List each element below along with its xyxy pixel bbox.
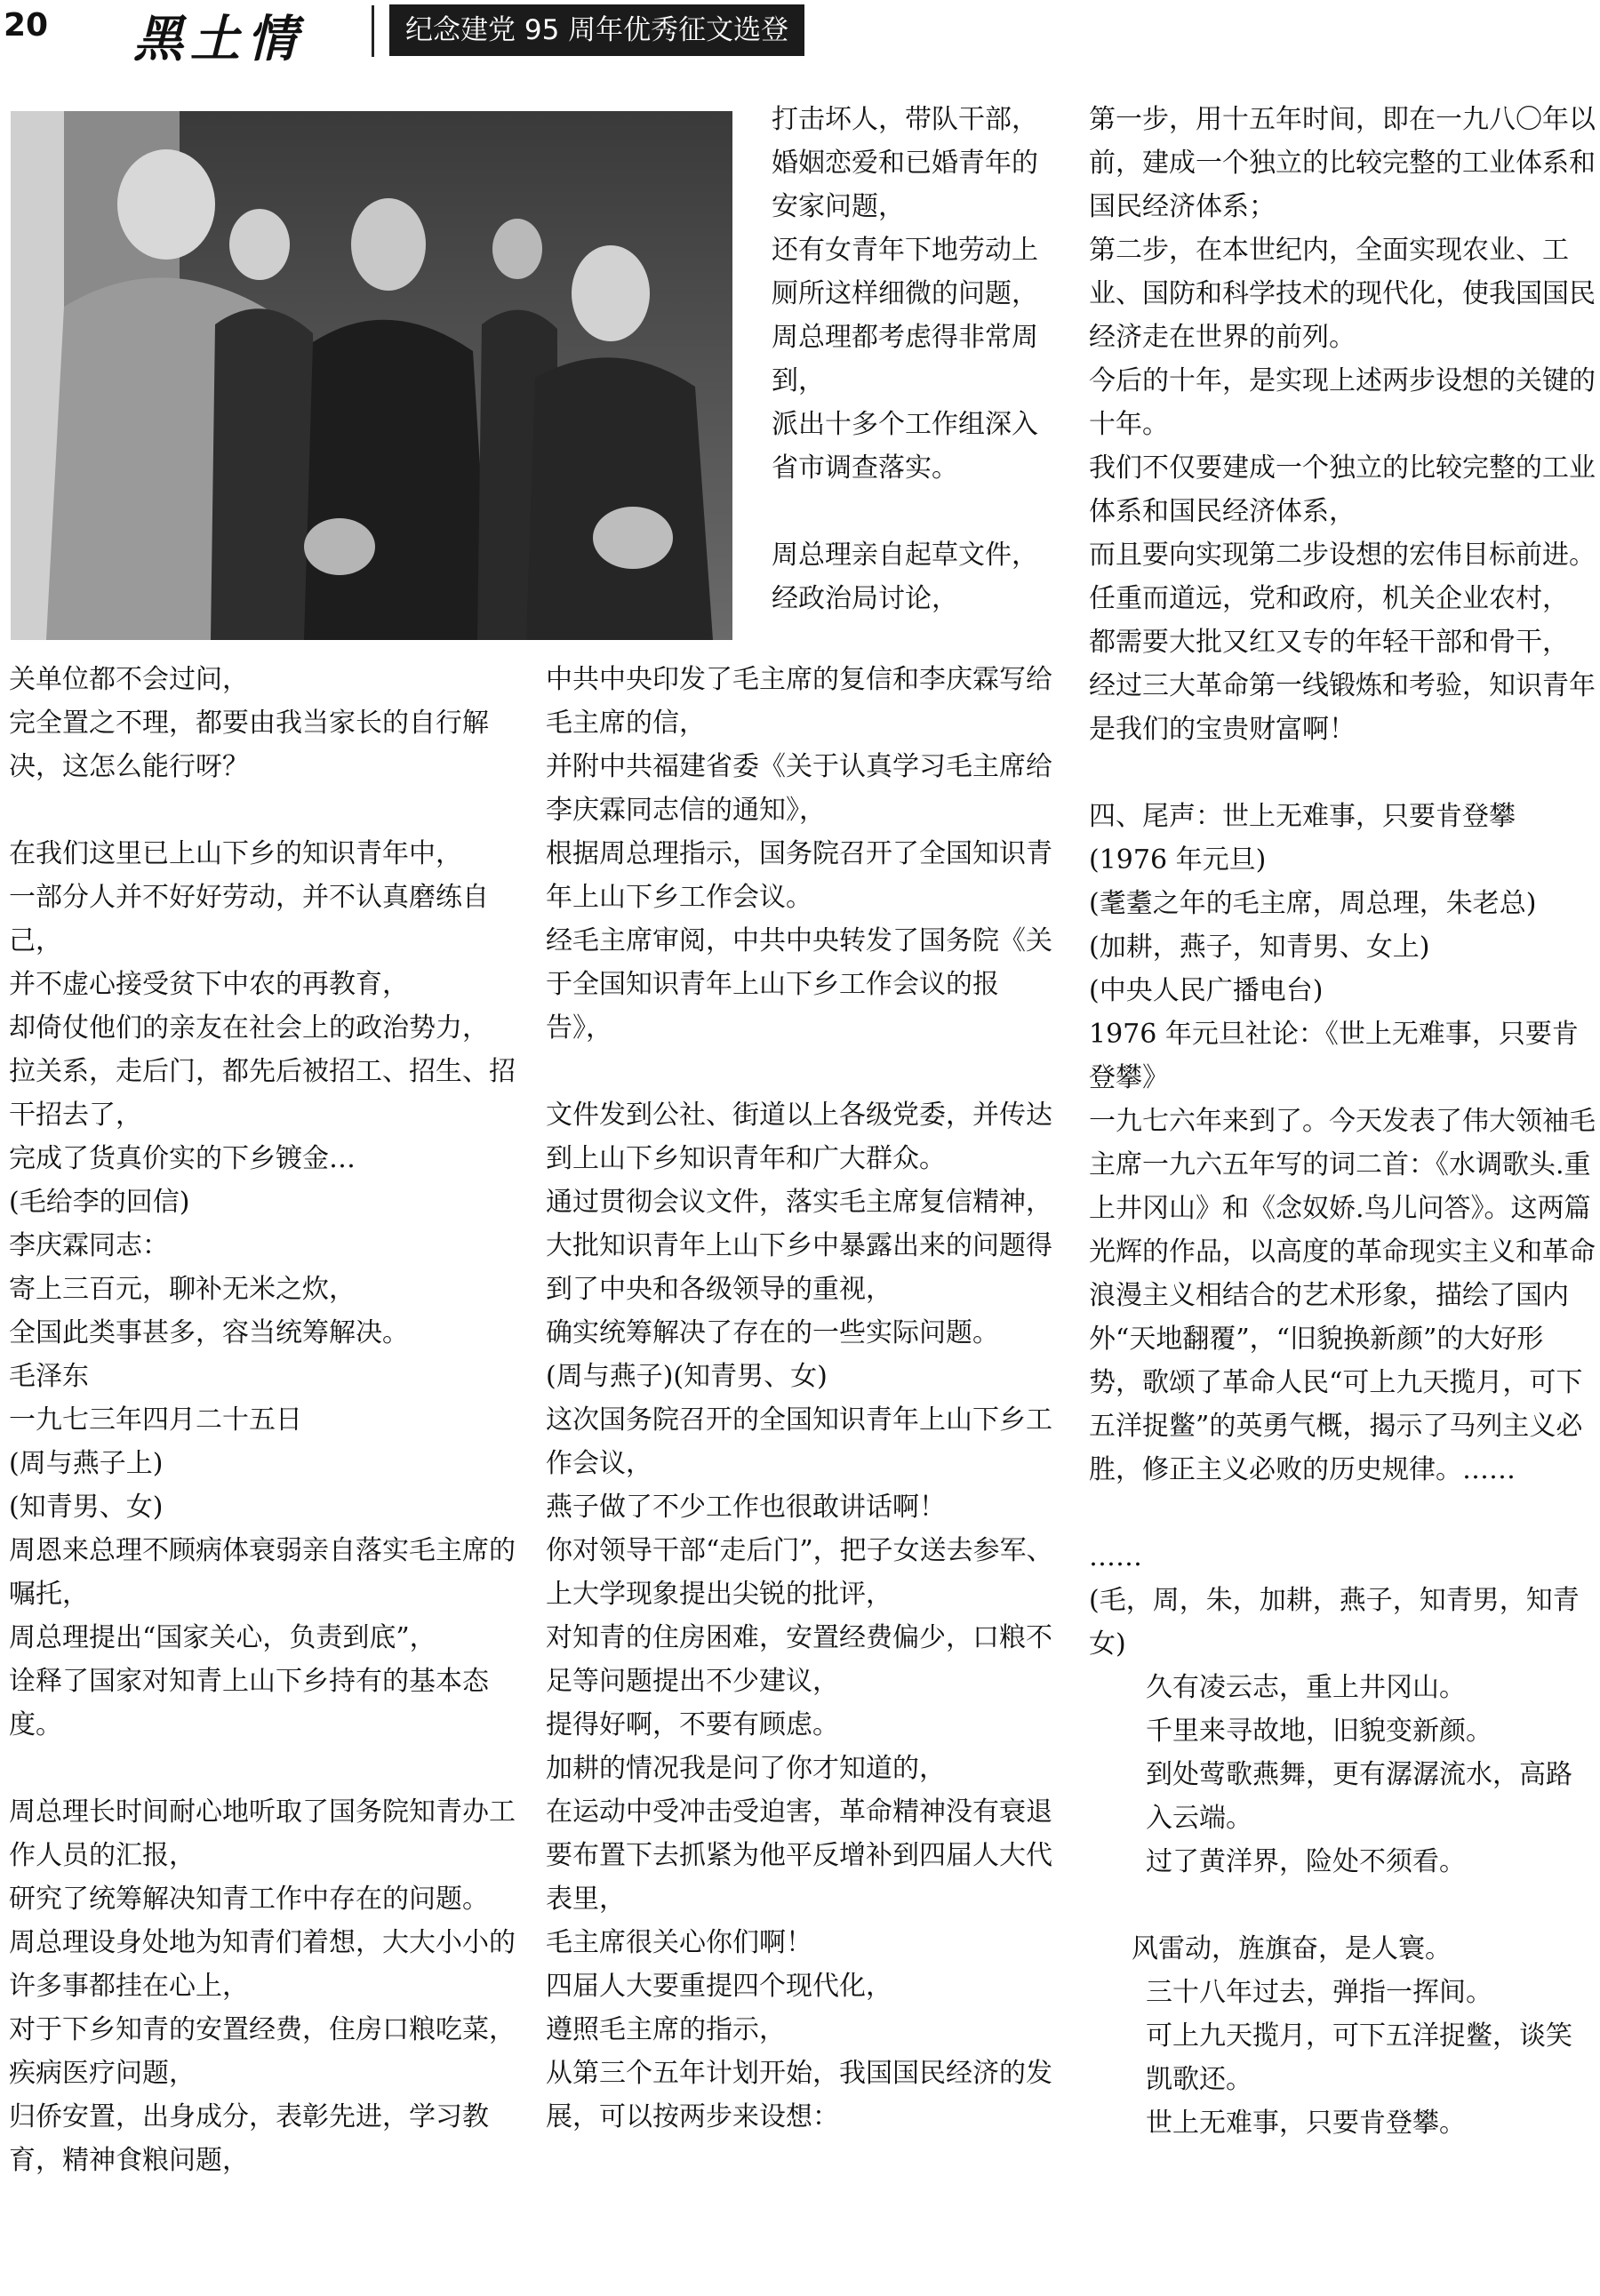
paragraph: 1976 年元旦社论：《世上无难事，只要肯登攀》: [1089, 1019, 1579, 1093]
paragraph: (1976 年元旦): [1089, 844, 1267, 876]
paragraph: 提得好啊，不要有顾虑。: [546, 1709, 839, 1740]
paragraph: 都需要大批又红又专的年轻干部和骨干，: [1089, 627, 1569, 658]
paragraph: 归侨安置，出身成分，表彰先进，学习教育，精神食粮问题，: [9, 2101, 489, 2176]
paragraph: 关单位都不会过问，: [9, 664, 249, 695]
paragraph: 从第三个五年计划开始，我国国民经济的发展，可以按两步来设想：: [546, 2058, 1052, 2132]
paragraph: 遵照毛主席的指示，: [546, 2014, 786, 2045]
paragraph: 周总理都考虑得非常周到，: [772, 322, 1038, 396]
paragraph: 根据周总理指示，国务院召开了全国知识青年上山下乡工作会议。: [546, 838, 1052, 913]
paragraph: (知青男、女): [9, 1492, 164, 1523]
paragraph: 完全置之不理，都要由我当家长的自行解决，这怎么能行呀？: [9, 708, 489, 782]
paragraph: 这次国务院召开的全国知识青年上山下乡工作会议，: [546, 1404, 1052, 1479]
paragraph: 婚姻恋爱和已婚青年的安家问题，: [772, 148, 1038, 222]
paragraph: 对知青的住房困难，安置经费偏少，口粮不足等问题提出不少建议，: [546, 1622, 1052, 1697]
paragraph: 在我们这里已上山下乡的知识青年中，: [9, 838, 462, 869]
paragraph: 并不虚心接受贫下中农的再教育，: [9, 969, 409, 1000]
paragraph: 任重而道远，党和政府，机关企业农村，: [1089, 583, 1569, 614]
poem-line: 可上九天揽月，可下五洋捉鳖，谈笑凯歌还。: [1146, 2020, 1572, 2095]
paragraph: 毛泽东: [9, 1361, 89, 1392]
paragraph: 毛主席很关心你们啊！: [546, 1927, 812, 1958]
magazine-logo: 黑土情: [133, 10, 304, 68]
paragraph: 研究了统筹解决知青工作中存在的问题。: [9, 1884, 489, 1915]
column-2-top: [772, 98, 1058, 620]
paragraph: 一部分人并不好好劳动，并不认真磨练自己，: [9, 882, 489, 956]
paragraph: 周恩来总理不顾病体衰弱亲自落实毛主席的嘱托，: [9, 1535, 516, 1610]
paragraph: (加耕，燕子，知青男、女上): [1089, 932, 1430, 963]
paragraph: ……: [1089, 1541, 1142, 1572]
paragraph: 却倚仗他们的亲友在社会上的政治势力，: [9, 1012, 489, 1044]
archival-group-photo: [11, 111, 732, 640]
poem-line: 过了黄洋界，险处不须看。: [1146, 1846, 1466, 1877]
page-header: [0, 0, 1600, 71]
paragraph: (周与燕子上): [9, 1448, 164, 1479]
paragraph: 你对领导干部“走后门”，把子女送去参军、上大学现象提出尖锐的批评，: [546, 1535, 1053, 1610]
section-heading: 四、尾声：世上无难事，只要肯登攀: [1089, 801, 1516, 832]
paragraph: 而且要向实现第二步设想的宏伟目标前进。: [1089, 540, 1596, 571]
paragraph: 打击坏人，带队干部，: [772, 104, 1038, 135]
paragraph: 李庆霖同志：: [9, 1230, 169, 1261]
paragraph: 周总理设身处地为知青们着想，大大小小的许多事都挂在心上，: [9, 1927, 516, 2002]
poem-line: 久有凌云志，重上井冈山。: [1146, 1672, 1466, 1703]
spacer: [9, 1747, 523, 1790]
paragraph: (毛给李的回信): [9, 1187, 190, 1218]
paragraph: 周总理提出“国家关心，负责到底”，: [9, 1622, 436, 1653]
paragraph: 寄上三百元，聊补无米之炊，: [9, 1274, 356, 1305]
column-2: [546, 658, 1060, 2139]
paragraph: 全国此类事甚多，容当统筹解决。: [9, 1317, 409, 1348]
page-number: 20: [4, 7, 49, 44]
paragraph: 文件发到公社、街道以上各级党委，并传达到上山下乡知识青年和广大群众。: [546, 1100, 1052, 1174]
paragraph: 加耕的情况我是问了你才知道的，: [546, 1753, 946, 1784]
paragraph: (周与燕子)(知青男、女): [546, 1361, 828, 1392]
paragraph: 我们不仅要建成一个独立的比较完整的工业体系和国民经济体系，: [1089, 452, 1596, 527]
paragraph: (耄耋之年的毛主席，周总理，朱老总): [1089, 888, 1537, 919]
paragraph: 今后的十年，是实现上述两步设想的关键的十年。: [1089, 365, 1596, 440]
paragraph: 派出十多个工作组深入省市调查落实。: [772, 409, 1038, 484]
paragraph: 一九七三年四月二十五日: [9, 1404, 302, 1436]
paragraph: 经过三大革命第一线锻炼和考验，知识青年是我们的宝贵财富啊！: [1089, 670, 1596, 745]
paragraph: 一九七六年来到了。今天发表了伟大领袖毛主席一九六五年写的词二首：《水调歌头.重上井冈山》和《念奴娇.鸟儿问答》。这两篇光辉的作品，以高度的革命现实主义和革命浪漫主义相结合的艺术形象，描绘了国内外“天地翻覆”，“旧貌换新颜”的大好形势，歌颂了革命人民“可上九天揽月，可下五洋捉鳖”的英勇气概，揭示了马列主义必胜，修正主义必败的历史规律。……: [1089, 1106, 1596, 1485]
paragraph: 第一步，用十五年时间，即在一九八〇年以前，建成一个独立的比较完整的工业体系和国民经济体系；: [1089, 104, 1596, 222]
paragraph: 四届人大要重提四个现代化，: [546, 1971, 892, 2002]
column-1: [9, 658, 523, 2182]
paragraph: 拉关系，走后门，都先后被招工、招生、招干招去了，: [9, 1056, 516, 1131]
column-banner: 纪念建党 95 周年优秀征文选登: [389, 4, 804, 56]
spacer: [1089, 1884, 1596, 1927]
paragraph: 周总理亲自起草文件，经政治局讨论，: [772, 540, 1038, 614]
spacer: [1089, 1492, 1596, 1535]
spacer: [546, 1050, 1060, 1093]
spacer: [1089, 751, 1596, 795]
column-3: [1089, 98, 1596, 2145]
paragraph: 中共中央印发了毛主席的复信和李庆霖写给毛主席的信，: [546, 664, 1052, 739]
poem-line: 风雷动，旌旗奋，是人寰。: [1132, 1933, 1452, 1964]
paragraph: (中央人民广播电台): [1089, 975, 1324, 1006]
header-divider: [372, 5, 374, 57]
spacer: [9, 788, 523, 832]
paragraph: 第二步，在本世纪内，全面实现农业、工业、国防和科学技术的现代化，使我国国民经济走在世界的前列。: [1089, 235, 1596, 353]
paragraph: 燕子做了不少工作也很敢讲话啊！: [546, 1492, 946, 1523]
paragraph: 要布置下去抓紧为他平反增补到四届人大代表里，: [546, 1840, 1052, 1915]
paragraph: 并附中共福建省委《关于认真学习毛主席给李庆霖同志信的通知》，: [546, 751, 1052, 826]
paragraph: 诠释了国家对知青上山下乡持有的基本态度。: [9, 1666, 489, 1740]
poem-line: 世上无难事，只要肯登攀。: [1146, 2108, 1466, 2139]
poem-line: 到处莺歌燕舞，更有潺潺流水，高路入云端。: [1146, 1759, 1572, 1834]
paragraph: 确实统筹解决了存在的一些实际问题。: [546, 1317, 999, 1348]
spacer: [772, 490, 1058, 533]
paragraph: 通过贯彻会议文件，落实毛主席复信精神，: [546, 1187, 1052, 1218]
paragraph: 完成了货真价实的下乡镀金…: [9, 1143, 356, 1174]
poem-line: 千里来寻故地，旧貌变新颜。: [1146, 1716, 1492, 1747]
paragraph: 还有女青年下地劳动上厕所这样细微的问题，: [772, 235, 1038, 309]
paragraph: 经毛主席审阅，中共中央转发了国务院《关于全国知识青年上山下乡工作会议的报告》，: [546, 925, 1052, 1044]
paragraph: (毛，周，朱，加耕，燕子，知青男，知青女): [1089, 1585, 1580, 1660]
paragraph: 周总理长时间耐心地听取了国务院知青办工作人员的汇报，: [9, 1796, 516, 1871]
poem-line: 三十八年过去，弹指一挥间。: [1146, 1977, 1492, 2008]
paragraph: 在运动中受冲击受迫害，革命精神没有衰退: [546, 1796, 1052, 1828]
paragraph: 大批知识青年上山下乡中暴露出来的问题得到了中央和各级领导的重视，: [546, 1230, 1052, 1305]
photo-icon: [11, 111, 732, 640]
paragraph: 对于下乡知青的安置经费，住房口粮吃菜，疾病医疗问题，: [9, 2014, 516, 2089]
